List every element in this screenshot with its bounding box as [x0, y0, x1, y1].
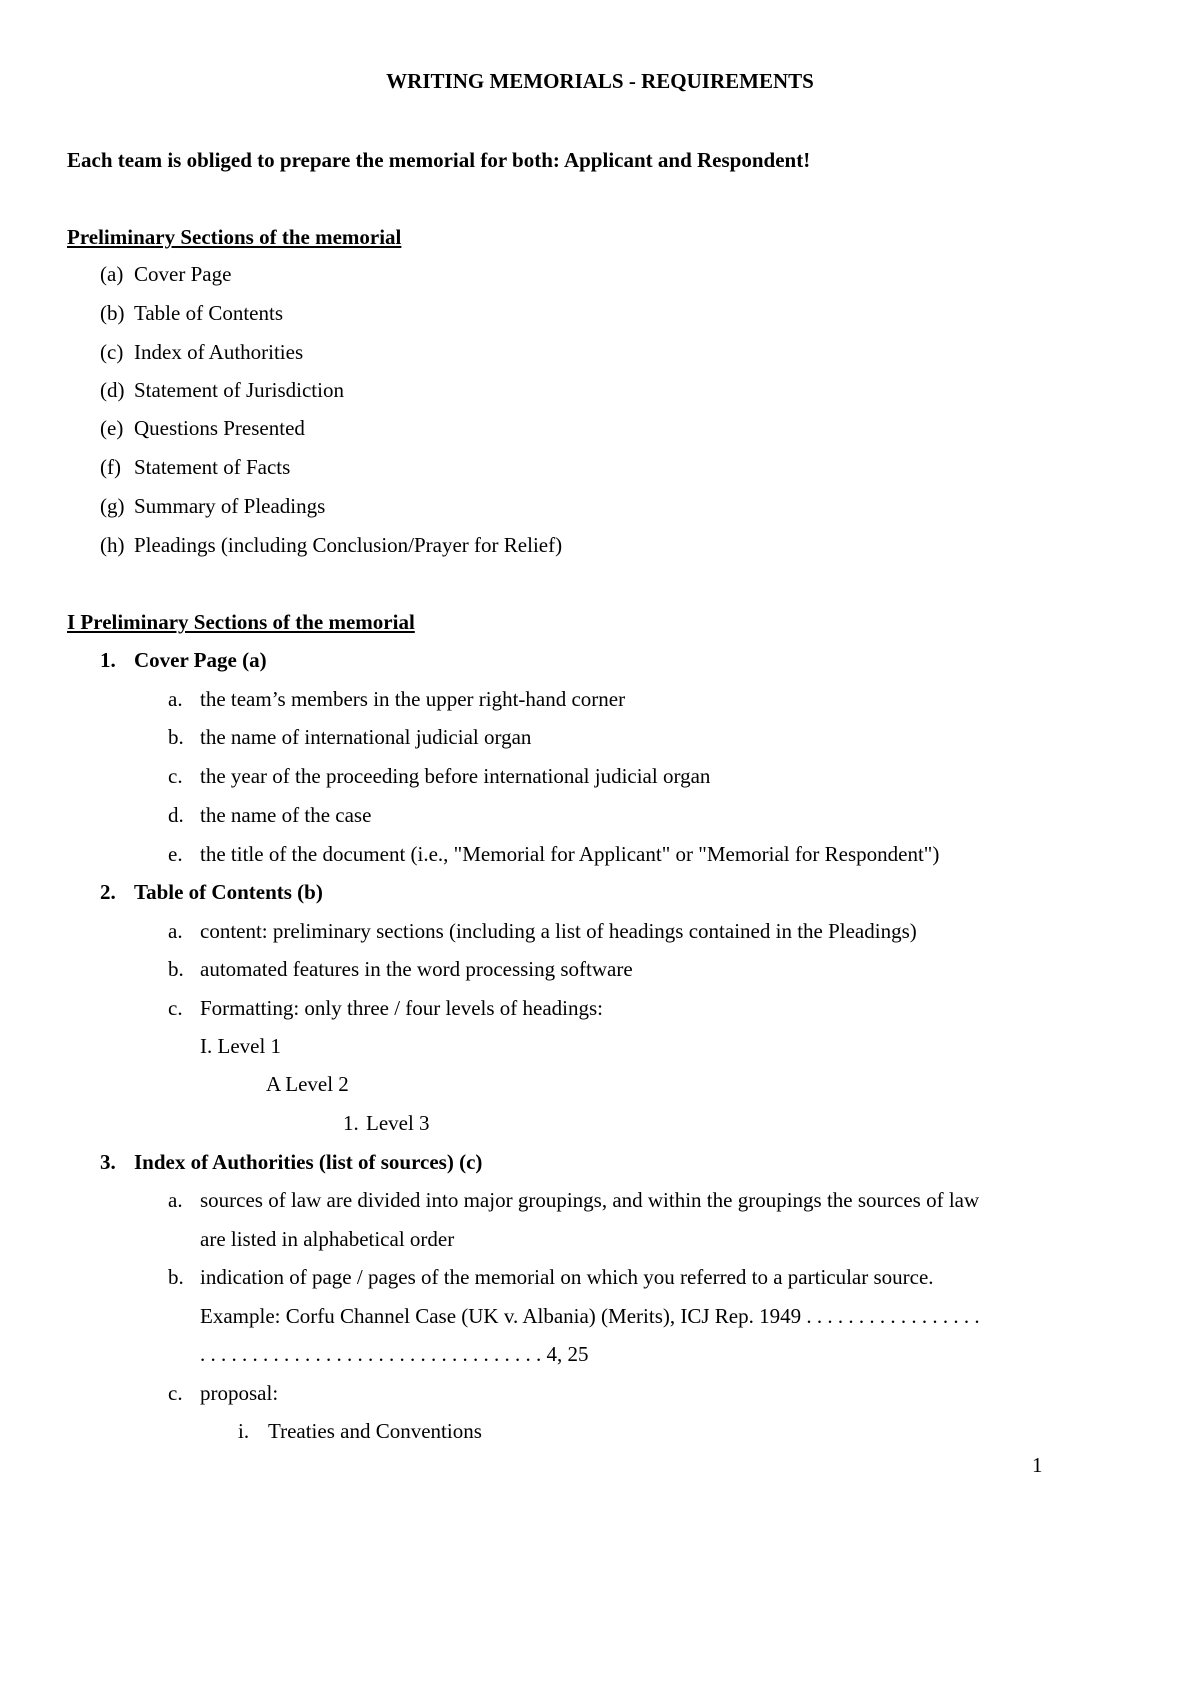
list-item-text: Questions Presented — [134, 416, 305, 440]
list-item-label: (b) — [100, 301, 125, 325]
item-text: the title of the document (i.e., "Memorial for Applicant" or "Memorial for Respondent") — [200, 842, 940, 866]
item-text: the year of the proceeding before international judicial organ — [200, 764, 711, 788]
intro-statement: Each team is obliged to prepare the memorial for both: Applicant and Respondent! — [67, 148, 811, 172]
heading-level-3-example: Level 3 — [366, 1111, 430, 1135]
item-label: b. — [168, 957, 184, 981]
heading-level-3-number: 1. — [343, 1111, 359, 1135]
page-number: 1 — [1032, 1453, 1043, 1477]
item-label: c. — [168, 1381, 183, 1405]
list-item-label: (e) — [100, 416, 124, 440]
heading-level-2-example: A Level 2 — [266, 1072, 349, 1096]
item-label: b. — [168, 1265, 184, 1289]
subitem-label: i. — [238, 1419, 250, 1443]
preliminary-heading: Preliminary Sections of the memorial — [67, 225, 402, 249]
item-label: d. — [168, 803, 184, 827]
list-item-label: (f) — [100, 455, 121, 479]
list-item-label: (h) — [100, 533, 125, 557]
citation-example: Example: Corfu Channel Case (UK v. Albania) (Merits), ICJ Rep. 1949 . . . . . . . . . . . . . . . . . — [200, 1304, 980, 1328]
item-label: a. — [168, 687, 183, 711]
section-heading: I Preliminary Sections of the memorial — [67, 610, 415, 634]
subsection-title-table-of-contents: Table of Contents (b) — [134, 880, 323, 904]
list-item-label: (a) — [100, 262, 124, 286]
item-label: c. — [168, 764, 183, 788]
list-item-text: Statement of Facts — [134, 455, 291, 479]
item-text: indication of page / pages of the memorial on which you referred to a particular source. — [200, 1265, 934, 1289]
item-text: the name of the case — [200, 803, 372, 827]
subitem-text: Treaties and Conventions — [268, 1419, 482, 1443]
list-item-label: (d) — [100, 378, 125, 402]
item-text: automated features in the word processing software — [200, 957, 633, 981]
item-label: e. — [168, 842, 183, 866]
subsection-number: 3. — [100, 1150, 116, 1174]
item-label: b. — [168, 725, 184, 749]
item-label: a. — [168, 1188, 183, 1212]
list-item-text: Pleadings (including Conclusion/Prayer for Relief) — [134, 533, 563, 557]
subsection-number: 1. — [100, 648, 116, 672]
document-title: WRITING MEMORIALS - REQUIREMENTS — [386, 69, 814, 93]
item-text: the name of international judicial organ — [200, 725, 532, 749]
item-text: content: preliminary sections (including a list of headings contained in the Pleadings) — [200, 919, 917, 943]
item-label: c. — [168, 996, 183, 1020]
subsection-number: 2. — [100, 880, 116, 904]
item-text: sources of law are divided into major groupings, and within the groupings the sources of law — [200, 1188, 980, 1212]
list-item-text: Summary of Pleadings — [134, 494, 326, 518]
item-label: a. — [168, 919, 183, 943]
list-item-text: Table of Contents — [134, 301, 283, 325]
subsection-title-cover-page: Cover Page (a) — [134, 648, 267, 672]
list-item-text: Index of Authorities — [134, 340, 304, 364]
item-text: Formatting: only three / four levels of headings: — [200, 996, 603, 1020]
citation-example-continued: . . . . . . . . . . . . . . . . . . . . . . . . . . . . . . . . . 4, 25 — [200, 1342, 589, 1366]
list-item-label: (c) — [100, 340, 124, 364]
item-text-continued: are listed in alphabetical order — [200, 1227, 455, 1251]
item-text: proposal: — [200, 1381, 279, 1405]
heading-level-1-example: I. Level 1 — [200, 1034, 282, 1058]
list-item-text: Cover Page — [134, 262, 232, 286]
item-text: the team’s members in the upper right-hand corner — [200, 687, 626, 711]
list-item-text: Statement of Jurisdiction — [134, 378, 344, 402]
list-item-label: (g) — [100, 494, 125, 518]
subsection-title-index-of-authorities: Index of Authorities (list of sources) (c) — [134, 1150, 483, 1174]
